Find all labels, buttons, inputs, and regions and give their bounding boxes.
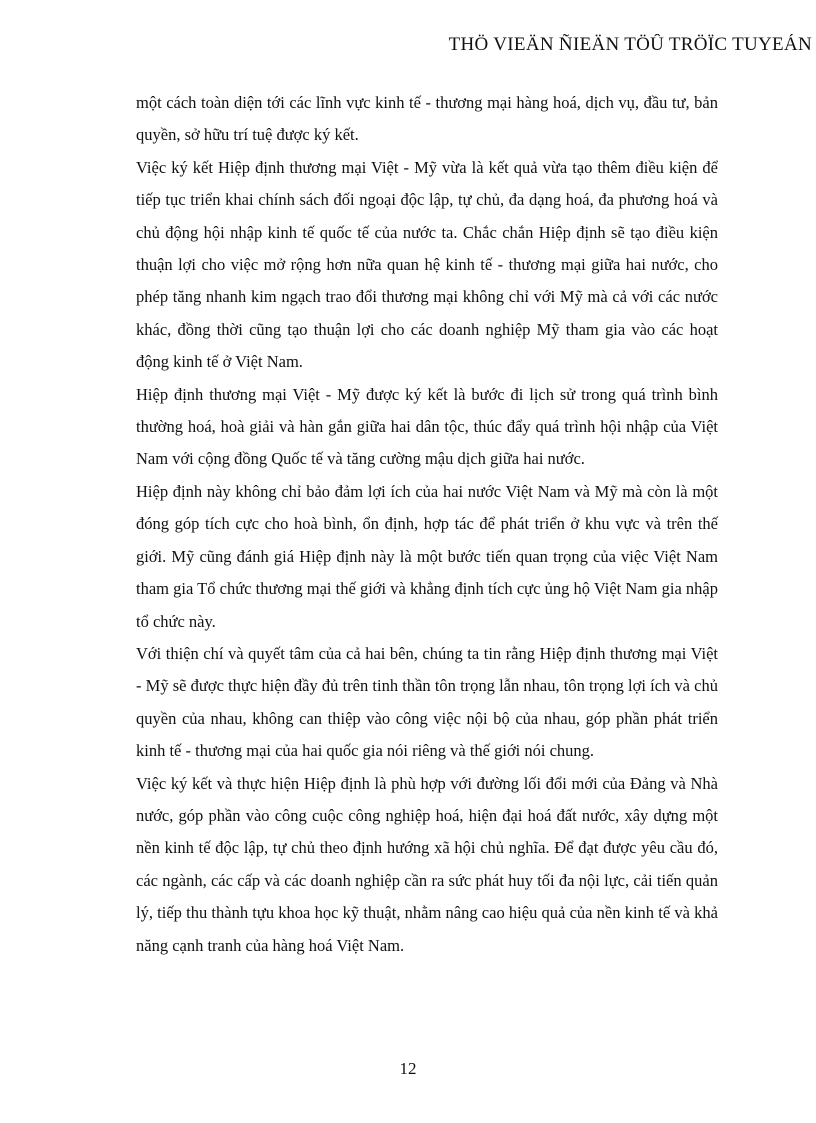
paragraph-mutual-benefit: Hiệp định này không chỉ bảo đảm lợi ích của hai nước Việt Nam và Mỹ mà còn là một đóng góp tích cực cho hoà bình, ổn định, hợp tác để phát triển ở khu vực và trên thế giới. Mỹ cũng đánh giá Hiệp định này là một bước tiến quan trọng của việc Việt Nam tham gia Tổ chức thương mại thế giới và khẳng định tích cực ủng hộ Việt Nam gia nhập tổ chức này. — [136, 481, 718, 631]
paragraph-signing-significance: Việc ký kết Hiệp định thương mại Việt - Mỹ vừa là kết quả vừa tạo thêm điều kiện để tiếp tục triển khai chính sách đối ngoại độc lập, tự chủ, đa dạng hoá, đa phương hoá và chủ động hội nhập kinh tế quốc tế của nước ta. Chắc chắn Hiệp định sẽ tạo điều kiện thuận lợi cho việc mở rộng hơn nữa quan hệ kinh tế - thương mại giữa hai nước, cho phép tăng nhanh kim ngạch trao đổi thương mại không chỉ với Mỹ mà cả với các nước khác, đồng thời cũng tạo thuận lợi cho các doanh nghiệp Mỹ tham gia vào các hoạt động kinh tế ở Việt Nam. — [136, 157, 718, 372]
document-body — [136, 87, 718, 962]
paragraph-historic-step: Hiệp định thương mại Việt - Mỹ được ký kết là bước đi lịch sử trong quá trình bình thường hoá, hoà giải và hàn gắn giữa hai dân tộc, thúc đẩy quá trình hội nhập của Việt Nam với cộng đồng Quốc tế và tăng cường mậu dịch giữa hai nước. — [136, 384, 718, 469]
paragraph-implementation: Việc ký kết và thực hiện Hiệp định là phù hợp với đường lối đổi mới của Đảng và Nhà nước, góp phần vào công cuộc công nghiệp hoá, hiện đại hoá đất nước, xây dựng một nền kinh tế độc lập, tự chủ theo định hướng xã hội chủ nghĩa. Để đạt được yêu cầu đó, các ngành, các cấp và các doanh nghiệp cần ra sức phát huy tối đa nội lực, cải tiến quản lý, tiếp thu thành tựu khoa học kỹ thuật, nhằm nâng cao hiệu quả của nền kinh tế và khả năng cạnh tranh của hàng hoá Việt Nam. — [136, 773, 718, 955]
paragraph-goodwill: Với thiện chí và quyết tâm của cả hai bên, chúng ta tin rằng Hiệp định thương mại Việt - Mỹ sẽ được thực hiện đầy đủ trên tinh thần tôn trọng lẫn nhau, tôn trọng lợi ích và chủ quyền của nhau, không can thiệp vào công việc nội bộ của nhau, góp phần phát triển kinh tế - thương mại của hai quốc gia nói riêng và thế giới nói chung. — [136, 643, 718, 761]
page-number: 12 — [399, 1059, 417, 1078]
paragraph-continuation: một cách toàn diện tới các lĩnh vực kinh tế - thương mại hàng hoá, dịch vụ, đầu tư, bản quyền, sở hữu trí tuệ được ký kết. — [136, 93, 718, 145]
page-header: THÖ VIEÄN ÑIEÄN TÖÛ TRÖÏC TUYEÁN — [448, 34, 812, 55]
